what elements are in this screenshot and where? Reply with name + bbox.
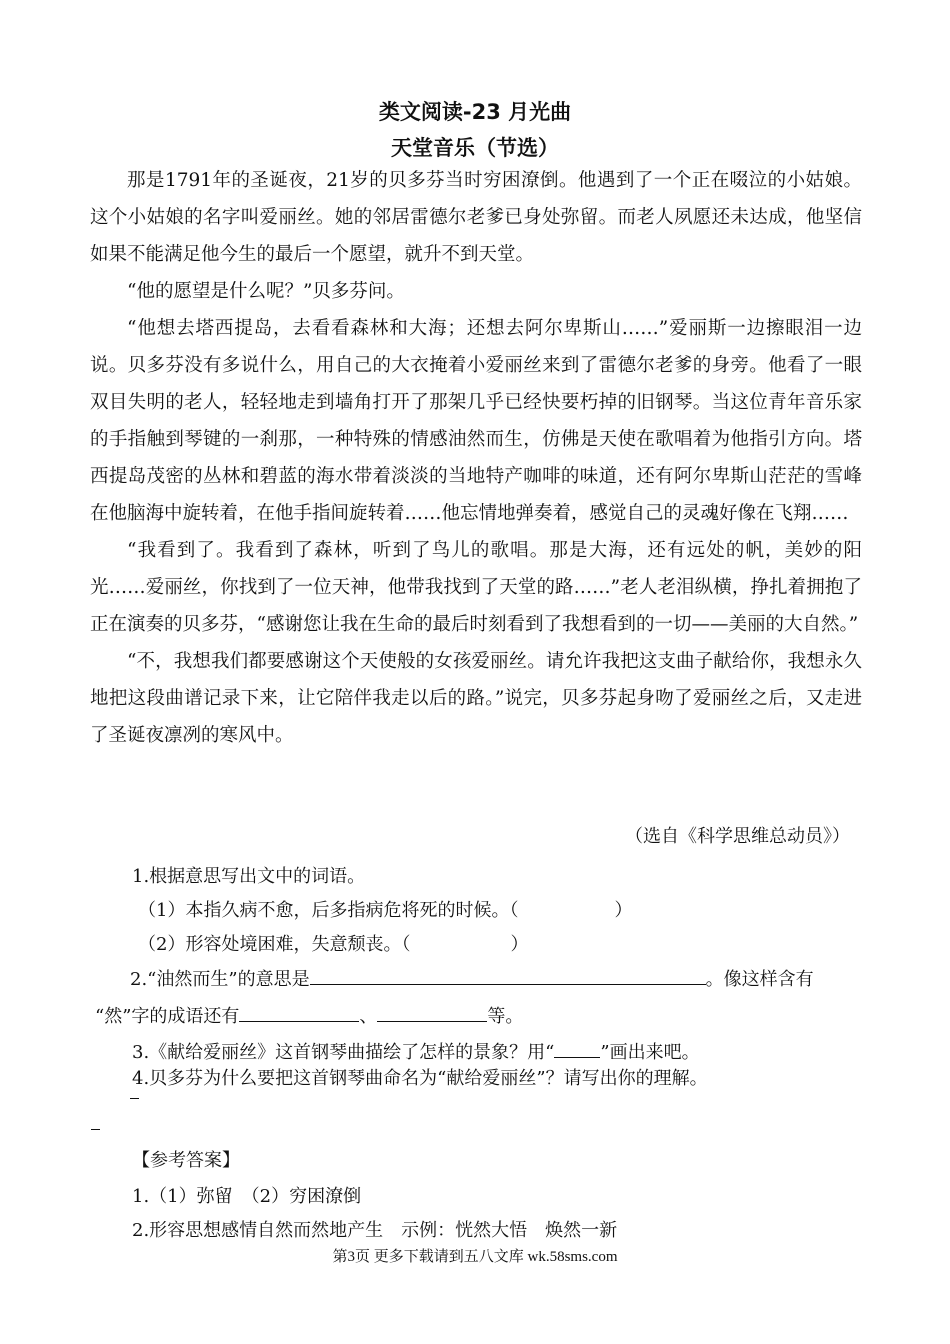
answer-blank — [377, 1003, 487, 1022]
question-text: 。像这样含有 — [705, 969, 814, 990]
question-text: （2）形容处境困难，失意颓丧。（ — [138, 934, 411, 955]
answer-2: 2.形容思想感情自然而然地产生 示例：恍然大悟 焕然一新 — [132, 1220, 618, 1241]
underline-sample — [554, 1039, 600, 1058]
answer-line-mark — [130, 1098, 139, 1099]
answer-line-mark — [91, 1129, 100, 1130]
answer-blank — [239, 1003, 359, 1022]
question-text: “然”字的成语还有 — [95, 1006, 240, 1027]
question-text: 2.“油然而生”的意思是 — [130, 969, 310, 990]
answer-1: 1.（1）弥留 （2）穷困潦倒 — [132, 1186, 362, 1207]
article-body — [90, 162, 862, 754]
question-1-part-1 — [138, 896, 632, 922]
question-text: 等。 — [487, 1006, 524, 1027]
paragraph: “不，我想我们都要感谢这个天使般的女孩爱丽丝。请允许我把这支曲子献给你，我想永久地把这段曲谱记录下来，让它陪伴我走以后的路。”说完，贝多芬起身吻了爱丽丝之后，又走进了圣诞夜凛冽的寒风中。 — [90, 651, 862, 746]
question-2 — [130, 965, 814, 991]
paragraph: 那是1791年的圣诞夜，21岁的贝多芬当时穷困潦倒。他遇到了一个正在啜泣的小姑娘。这个小姑娘的名字叫爱丽丝。她的邻居雷德尔老爹已身处弥留。而老人夙愿还未达成，他坚信如果不能满足他今生的最后一个愿望，就升不到天堂。 — [90, 170, 862, 265]
question-text: ） — [614, 900, 633, 921]
answer-blank — [310, 966, 706, 985]
question-2-continued — [95, 1002, 523, 1028]
question-1: 1.根据意思写出文中的词语。 — [132, 866, 366, 887]
question-4: 4.贝多芬为什么要把这首钢琴曲命名为“献给爱丽丝”？请写出你的理解。 — [132, 1068, 708, 1089]
paragraph: “他的愿望是什么呢？”贝多芬问。 — [127, 281, 405, 302]
page-title: 类文阅读-23 月光曲 — [378, 100, 572, 124]
paragraph: “他想去塔西提岛，去看看森林和大海；还想去阿尔卑斯山……”爱丽斯一边擦眼泪一边说。贝多芬没有多说什么，用自己的大衣掩着小爱丽丝来到了雷德尔老爹的身旁。他看了一眼双目失明的老人，轻轻地走到墙角打开了那架几乎已经快要朽掉的旧钢琴。当这位青年音乐家的手指触到琴键的一刹那，一种特殊的情感油然而生，仿佛是天使在歌唱着为他指引方向。塔西提岛茂密的丛林和碧蓝的海水带着淡淡的当地特产咖啡的味道，还有阿尔卑斯山茫茫的雪峰在他脑海中旋转着，在他手指间旋转着……他忘情地弹奏着，感觉自己的灵魂好像在飞翔…… — [90, 318, 862, 524]
question-text: 3.《献给爱丽丝》这首钢琴曲描绘了怎样的景象？用“ — [132, 1042, 555, 1063]
source-citation: （选自《科学思维总动员》） — [625, 826, 850, 847]
question-text: ”画出来吧。 — [600, 1042, 700, 1063]
question-text: （1）本指久病不愈，后多指病危将死的时候。（ — [138, 900, 519, 921]
question-text: 、 — [359, 1006, 378, 1027]
question-3 — [132, 1038, 700, 1064]
paragraph: “我看到了。我看到了森林，听到了鸟儿的歌唱。那是大海，还有远处的帆，美妙的阳光……爱丽丝，你找到了一位天神，他带我找到了天堂的路……”老人老泪纵横，挣扎着拥抱了正在演奏的贝多芬，“感谢您让我在生命的最后时刻看到了我想看到的一切——美丽的大自然。” — [90, 540, 862, 635]
page-footer: 第3页 更多下载请到五八文库 wk.58sms.com — [332, 1249, 618, 1265]
article-title: 天堂音乐（节选） — [391, 136, 559, 160]
question-1-part-2 — [138, 930, 528, 956]
answer-heading: 【参考答案】 — [132, 1150, 240, 1171]
question-text: ） — [510, 934, 529, 955]
